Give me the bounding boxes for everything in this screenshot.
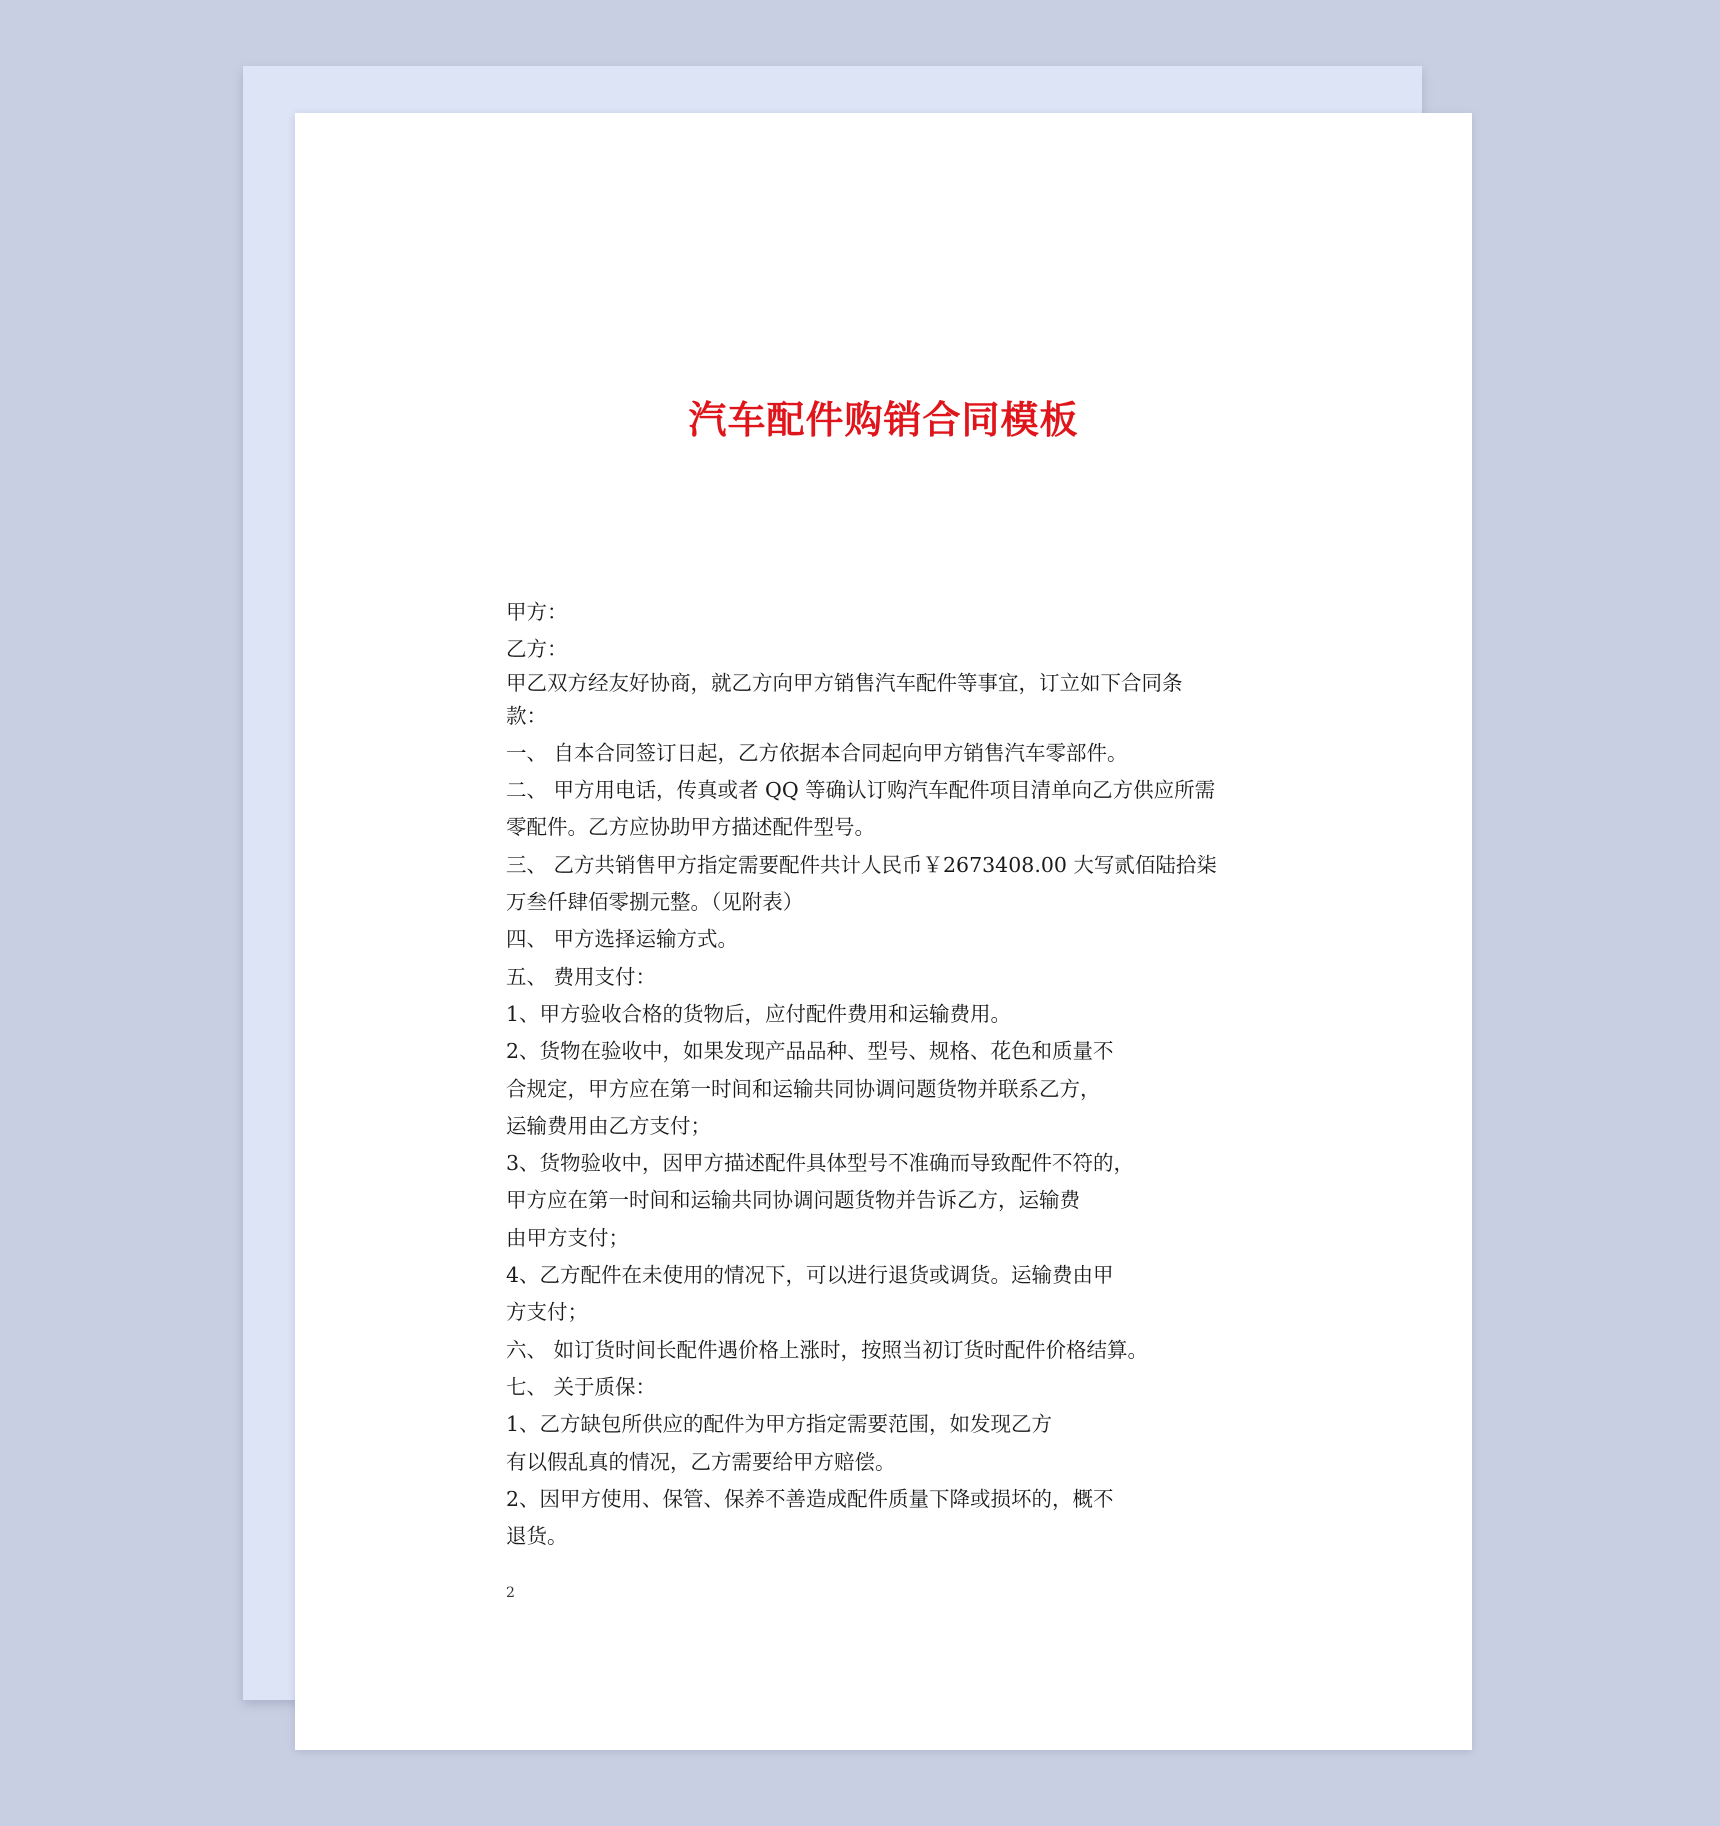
body-line: 乙方： bbox=[506, 637, 568, 662]
body-line: 2、因甲方使用、保管、保养不善造成配件质量下降或损坏的，概不 bbox=[506, 1486, 1114, 1511]
body-line: 方支付； bbox=[506, 1300, 588, 1325]
document-title: 汽车配件购销合同模板 bbox=[688, 398, 1079, 442]
body-line: 四、 甲方选择运输方式。 bbox=[506, 927, 739, 952]
body-line: 4、乙方配件在未使用的情况下，可以进行退货或调货。运输费由甲 bbox=[506, 1263, 1114, 1288]
body-line: 三、 乙方共销售甲方指定需要配件共计人民币￥2673408.00 大写贰佰陆拾柒 bbox=[506, 852, 1217, 877]
body-line: 甲方： bbox=[506, 600, 568, 624]
body-line: 二、 甲方用电话，传真或者 QQ 等确认订购汽车配件项目清单向乙方供应所需 bbox=[506, 778, 1216, 803]
body-line: 款： bbox=[506, 703, 547, 728]
body-line: 退货。 bbox=[506, 1524, 568, 1549]
body-line: 甲乙双方经友好协商，就乙方向甲方销售汽车配件等事宜，订立如下合同条 bbox=[506, 670, 1183, 695]
body-line: 1、甲方验收合格的货物后，应付配件费用和运输费用。 bbox=[506, 1001, 1012, 1026]
body-line: 运输费用由乙方支付； bbox=[506, 1113, 711, 1138]
body-line: 2、货物在验收中，如果发现产品品种、型号、规格、花色和质量不 bbox=[506, 1039, 1114, 1064]
body-line: 万叁仟肆佰零捌元整。（见附表） bbox=[506, 890, 804, 915]
body-line: 1、乙方缺包所供应的配件为甲方指定需要范围，如发现乙方 bbox=[506, 1412, 1053, 1437]
body-line: 由甲方支付； bbox=[506, 1225, 629, 1250]
body-line: 零配件。乙方应协助甲方描述配件型号。 bbox=[506, 815, 875, 840]
body-line: 合规定，甲方应在第一时间和运输共同协调问题货物并联系乙方， bbox=[506, 1076, 1101, 1101]
body-line: 甲方应在第一时间和运输共同协调问题货物并告诉乙方，运输费 bbox=[506, 1188, 1080, 1213]
page-number: 2 bbox=[506, 1585, 515, 1601]
body-line: 六、 如订货时间长配件遇价格上涨时，按照当初订货时配件价格结算。 bbox=[506, 1337, 1149, 1362]
document-page bbox=[295, 113, 1472, 1750]
body-line: 七、 关于质保： bbox=[506, 1374, 657, 1399]
body-line: 3、货物验收中，因甲方描述配件具体型号不准确而导致配件不符的， bbox=[506, 1151, 1135, 1176]
document-body bbox=[506, 594, 1266, 1555]
body-line: 有以假乱真的情况，乙方需要给甲方赔偿。 bbox=[506, 1449, 896, 1474]
body-line: 一、 自本合同签订日起，乙方依据本合同起向甲方销售汽车零部件。 bbox=[506, 740, 1128, 765]
body-line: 五、 费用支付： bbox=[506, 964, 657, 989]
